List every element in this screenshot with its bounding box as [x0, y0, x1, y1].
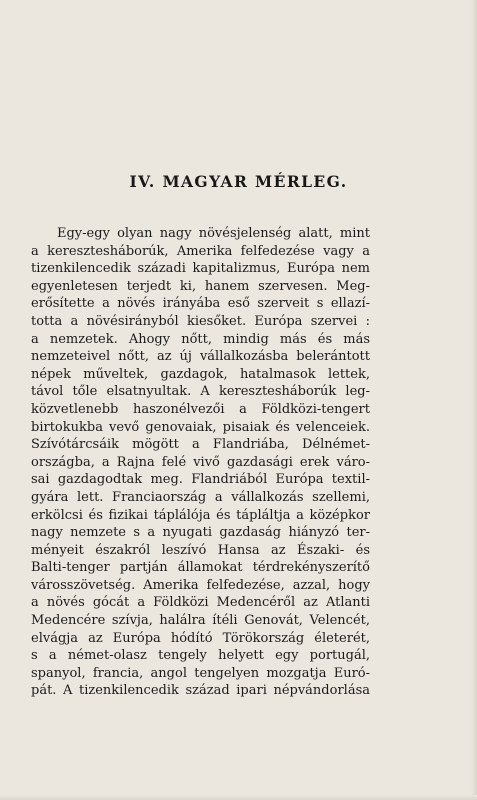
text-line: országba, a Rajna felé vivő gazdasági erek váro- — [31, 454, 370, 470]
text-line: pát. A tizenkilencedik század ipari népvándorlása — [31, 683, 370, 699]
text-line: a nemzetek. Ahogy nőtt, mindig más és más — [31, 331, 370, 347]
text-line: totta a növésirányból kiesőket. Európa szervei : — [31, 313, 370, 329]
text-line: a növés gócát a Földközi Medencéről az Atlanti — [31, 595, 370, 611]
text-line: Egy-egy olyan nagy növésjelenség alatt, mint — [57, 226, 370, 241]
text-line: nemzeteivel nőtt, az új vállalkozásba belerántott — [31, 349, 370, 365]
text-line: Balti-tenger partján államokat térdrekényszerítő — [31, 560, 370, 576]
text-line: a keresztesháborúk, Amerika felfedezése vagy a — [31, 243, 370, 259]
text-line: népek műveltek, gazdagok, hatalmasok lettek, — [31, 366, 370, 382]
text-line: távol tőle elsatnyultak. A keresztesháborúk leg- — [31, 384, 370, 400]
text-line: egyenletesen terjedt ki, hanem szervesen. Meg- — [31, 278, 370, 294]
body-paragraph — [31, 225, 370, 700]
text-line: erkölcsi és fizikai táplálója és tápláltja a középkor — [31, 507, 370, 523]
page-edge-bottom — [0, 795, 477, 800]
text-line: sai gazdagodtak meg. Flandriából Európa textil- — [31, 472, 370, 488]
text-line: gyára lett. Franciaország a vállalkozás szellemi, — [31, 489, 370, 505]
text-line: s a német-olasz tengely helyett egy portugál, — [31, 648, 370, 664]
text-line: tizenkilencedik századi kapitalizmus, Európa nem — [31, 261, 370, 277]
text-line: városszövetség. Amerika felfedezése, azzal, hogy — [31, 577, 370, 593]
chapter-title: IV. MAGYAR MÉRLEG. — [129, 172, 348, 191]
text-line: birtokukba vevő genovaiak, pisaiak és velenceiek. — [31, 419, 370, 435]
page-edge — [471, 0, 477, 800]
text-line: Medencére szívja, halálra ítéli Genovát, Velencét, — [31, 613, 370, 629]
text-line: közvetlenebb haszonélvezői a Földközi-tengert — [31, 401, 370, 417]
text-line: ményeit északról leszívó Hansa az Északi- és — [31, 542, 370, 558]
text-line: erősítette a növés irányába eső szerveit s ellazí- — [31, 296, 370, 312]
text-line: spanyol, francia, angol tengelyen mozgatja Euró- — [31, 665, 370, 681]
text-line: Szívótárcsáik mögött a Flandriába, Délnémet- — [31, 437, 370, 453]
text-line: elvágja az Európa hódító Törökország életerét, — [31, 630, 370, 646]
text-line: nagy nemzete s a nyugati gazdaság hiányzó ter- — [31, 525, 370, 541]
